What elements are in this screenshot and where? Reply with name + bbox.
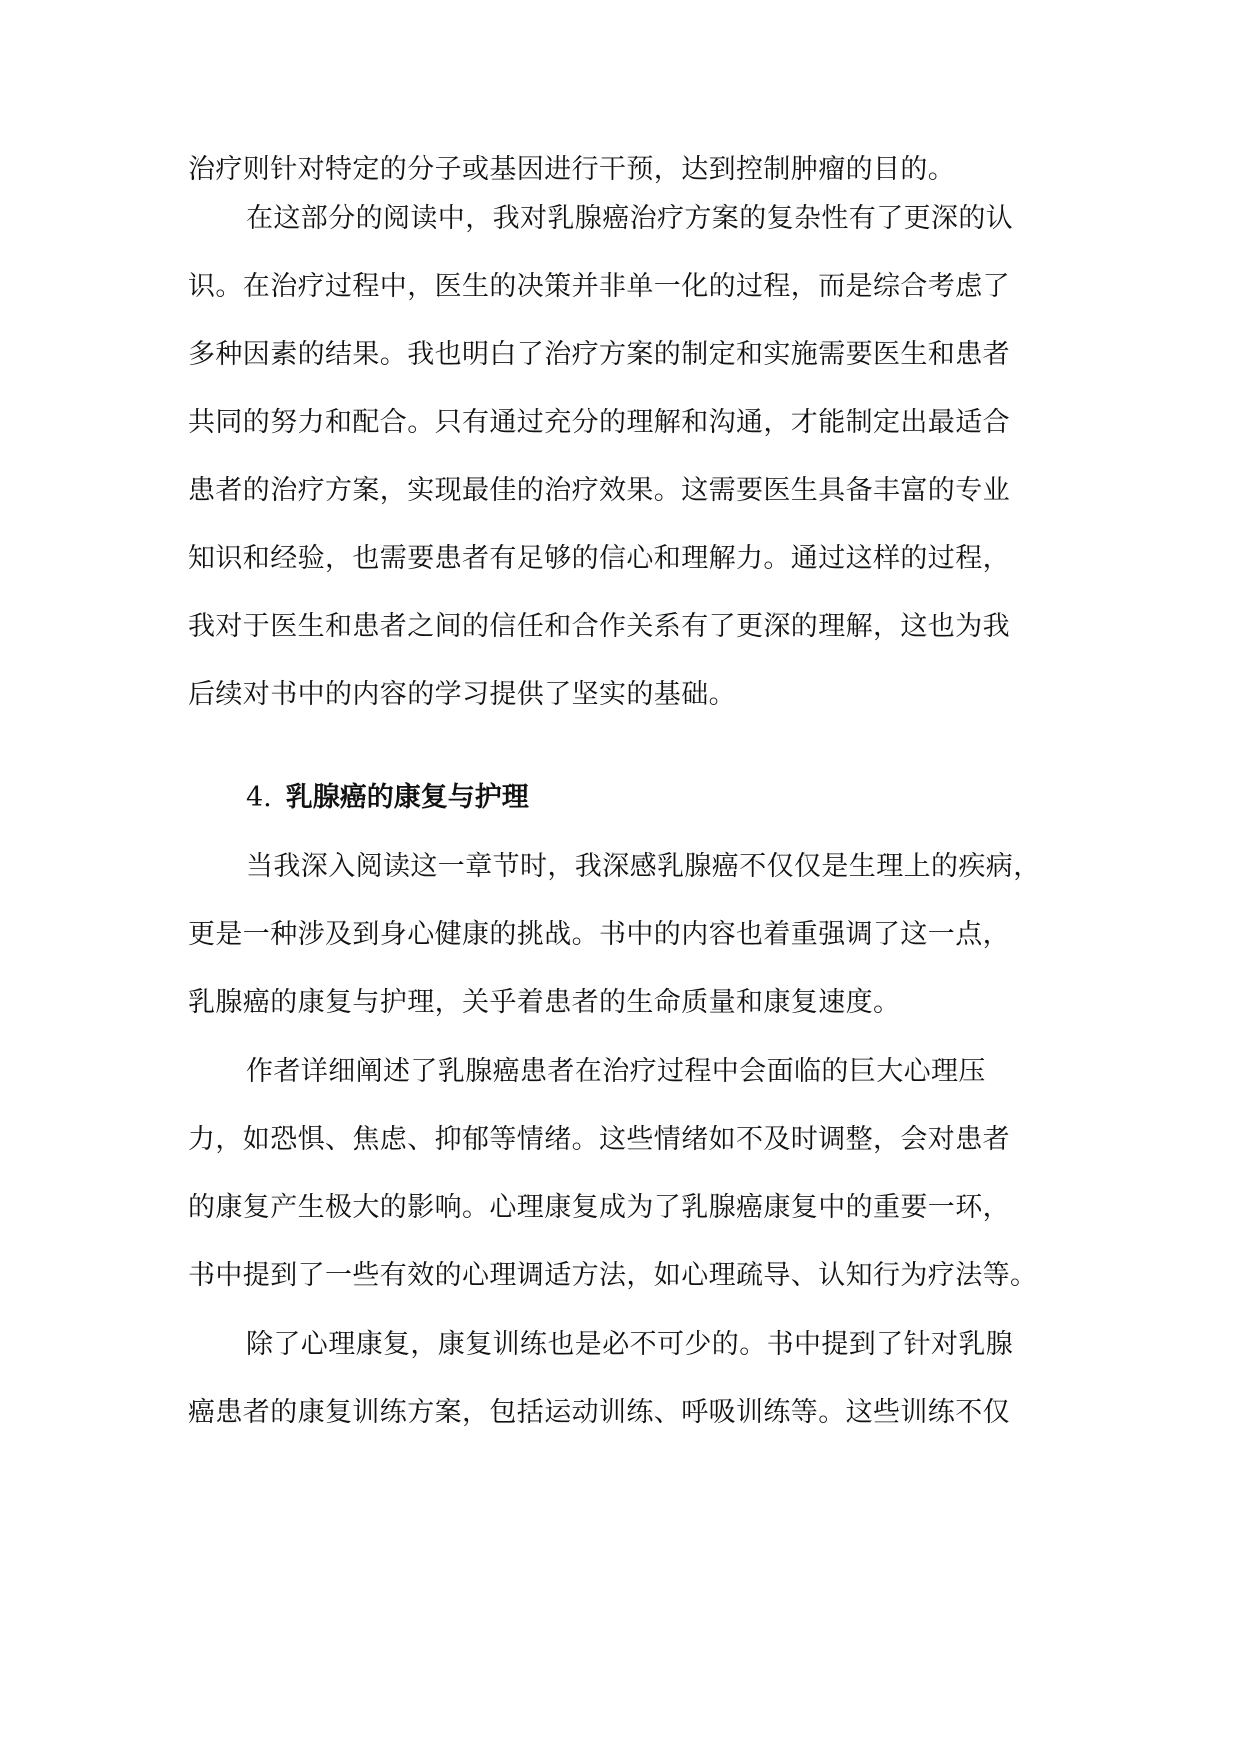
- paragraph-1-line-1: 治疗则针对特定的分子或基因进行干预，达到控制肿瘤的目的。: [188, 154, 956, 185]
- paragraph-5-line-1: 除了心理康复，康复训练也是必不可少的。书中提到了针对乳腺: [246, 1329, 1014, 1360]
- paragraph-2-line-7: 我对于医生和患者之间的信任和合作关系有了更深的理解，这也为我: [188, 611, 1010, 642]
- paragraph-2-line-8: 后续对书中的内容的学习提供了坚实的基础。: [188, 679, 736, 710]
- paragraph-5-line-2: 癌患者的康复训练方案，包括运动训练、呼吸训练等。这些训练不仅: [188, 1397, 1010, 1428]
- paragraph-2-line-1: 在这部分的阅读中，我对乳腺癌治疗方案的复杂性有了更深的认: [246, 203, 1014, 234]
- section-title: 乳腺癌的康复与护理: [285, 782, 529, 813]
- paragraph-2-line-6: 知识和经验，也需要患者有足够的信心和理解力。通过这样的过程，: [188, 543, 1010, 574]
- paragraph-4-line-3: 的康复产生极大的影响。心理康复成为了乳腺癌康复中的重要一环，: [188, 1192, 1010, 1223]
- section-heading: [246, 780, 529, 816]
- paragraph-3-line-2: 更是一种涉及到身心健康的挑战。书中的内容也着重强调了这一点，: [188, 919, 1010, 950]
- paragraph-2-line-5: 患者的治疗方案，实现最佳的治疗效果。这需要医生具备丰富的专业: [188, 475, 1010, 506]
- section-number: 4.: [246, 782, 272, 813]
- paragraph-2-line-4: 共同的努力和配合。只有通过充分的理解和沟通，才能制定出最适合: [188, 407, 1010, 438]
- paragraph-4-line-1: 作者详细阐述了乳腺癌患者在治疗过程中会面临的巨大心理压: [246, 1056, 986, 1087]
- paragraph-2-line-2: 识。在治疗过程中，医生的决策并非单一化的过程，而是综合考虑了: [188, 271, 1010, 302]
- paragraph-2-line-3: 多种因素的结果。我也明白了治疗方案的制定和实施需要医生和患者: [188, 339, 1010, 370]
- paragraph-4-line-2: 力，如恐惧、焦虑、抑郁等情绪。这些情绪如不及时调整，会对患者: [188, 1124, 1010, 1155]
- paragraph-3-line-1: 当我深入阅读这一章节时，我深感乳腺癌不仅仅是生理上的疾病，: [246, 851, 1041, 882]
- paragraph-4-line-4: 书中提到了一些有效的心理调适方法，如心理疏导、认知行为疗法等。: [188, 1260, 1038, 1291]
- paragraph-3-line-3: 乳腺癌的康复与护理，关乎着患者的生命质量和康复速度。: [188, 987, 901, 1018]
